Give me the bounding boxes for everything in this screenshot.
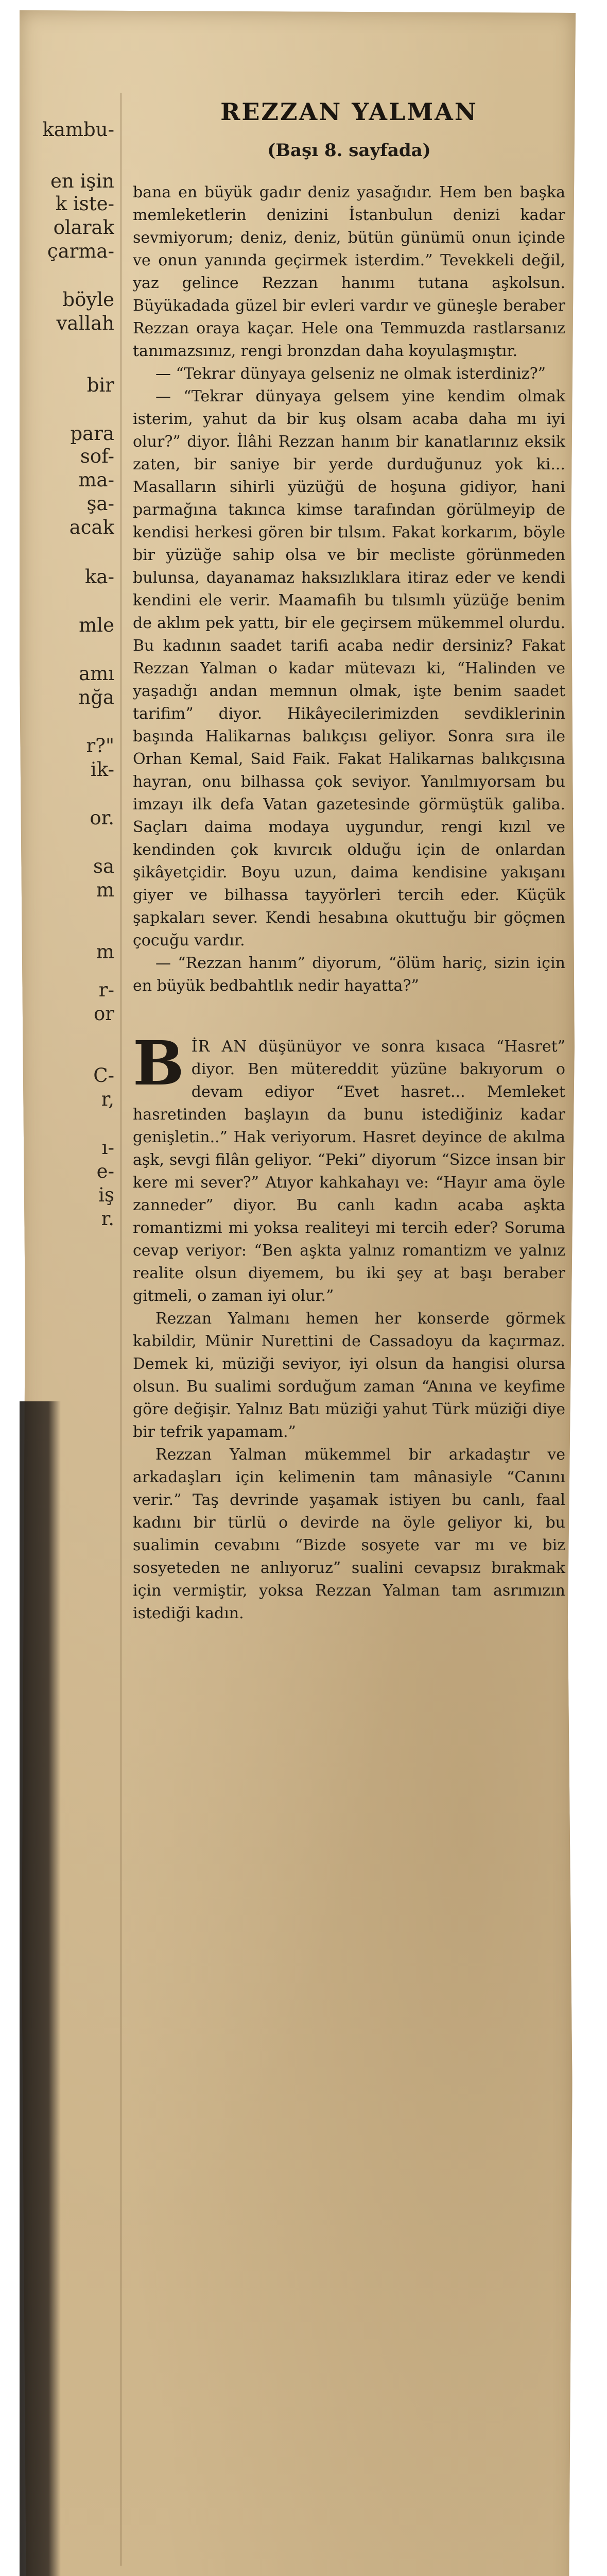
left-column-fragment: r?": [86, 735, 114, 757]
article-paragraph: — “Tekrar dünyaya gelseniz ne olmak isterdiniz?”: [155, 365, 546, 383]
left-column-fragment: r-: [98, 979, 114, 1001]
article: [133, 98, 565, 1625]
left-column-fragment: nğa: [78, 686, 114, 708]
left-column-fragment: kambu-: [42, 118, 114, 141]
article-section-paragraph: [133, 1027, 565, 1308]
article-paragraph: — “Rezzan hanım” diyorum, “ölüm hariç, sizin için en büyük bedbahtlık nedir hayatta?”: [133, 954, 565, 995]
left-column-fragment: iş: [98, 1184, 114, 1206]
left-column-fragment: para: [70, 422, 114, 445]
left-column-fragment: ma-: [78, 469, 114, 491]
section-text: düşünüyor ve sonra kısaca “Hasret” diyor. Ben mütereddit yüzüne bakıyorum o devam ediyor “Evet hasret... Memleket hasretinden başlayın da bunu istediğiniz kadar genişletin..” Hak veriyorum. Hasret deyince de akılma aşk, sevgi filân geliyor. “Peki” diyorum “Sizce insan bir kere mi sever?” Atıyor kahkahayı ve: “Hayır ama öyle zanneder” diyor. Bu canlı kadın acaba aşkta romantizmi mi yoksa realiteyi mi tercih eder? Soruma cevap veriyor: “Ben aşkta yalnız romantizm ve yalnız realite olsun diyemem, bu iki şey at başı beraber gitmeli, o zaman iyi olur.”: [133, 1038, 565, 1305]
article-paragraph: Rezzan Yalman mükemmel bir arkadaştır ve arkadaşları için kelimenin tam mânasiyle “Canını verir.” Taş devrinde yaşamak istiyen bu canlı, faal kadını bir türlü o devirde na öyle geliyor ki, bu sualimin cevabını “Bizde sosyete var mı ve biz sosyeteden ne anlıyoruz” sualini cevapsız bırakmak için vermiştir, yoksa Rezzan Yalman tam asrımızın istediği kadın.: [133, 1446, 565, 1622]
left-column-fragment: acak: [69, 516, 114, 538]
article-paragraph: Rezzan Yalmanı hemen her konserde görmek kabildir, Münir Nurettini de Cassadoyu da kaçırmaz. Demek ki, müziği seviyor, iyi olsun da hangisi olursa olsun. Bu sualimi sorduğum zaman “Anına ve keyfime göre değişir. Yalnız Batı müziği yahut Türk müziği diye bir tefrik yapamam.”: [133, 1310, 565, 1441]
left-column-fragment: en işin: [50, 170, 114, 192]
left-column-fragment: mle: [79, 614, 114, 636]
left-column-fragment: böyle: [62, 289, 114, 311]
article-subhead: (Başı 8. sayfada): [267, 140, 431, 161]
left-column-fragment: ik-: [90, 758, 114, 781]
left-column-fragment: e-: [96, 1160, 114, 1182]
drop-cap: B: [133, 1027, 184, 1099]
article-paragraph: — “Tekrar dünyaya gelsem yine kendim olmak isterim, yahut da bir kuş olsam acaba daha mı iyi olur?” diyor. İlâhi Rezzan hanım bir kanatlarınız eksik zaten, bir saniye bir yerde durduğunuz yok ki... Masalların sihirli yüzüğü de hoşuna gidiyor, hani parmağına takınca kimse tarafından görülmeyip de kendisi herkesi gören bir tılsım. Fakat korkarım, böyle bir yüzüğe sahip olsa ve bir mecliste görünmeden bulunsa, dayanamaz haksızlıklara itiraz eder ve kendi kendini ele verir. Maamafih bu tılsımlı yüzüğe benim de aklım pek yattı, bir ele geçirsem mükemmel olurdu. Bu kadının saadet tarifi acaba nedir dersiniz? Fakat Rezzan Yalman o kadar mütevazı ki, “Halinden ve yaşadığı andan memnun olmak, işte benim saadet tarifim” diyor. Hikâyecilerimizden sevdiklerinin başında Halikarnas balıkçısı geliyor. Sonra sıra ile Orhan Kemal, Said Faik. Fakat Halikarnas balıkçısına hayran, onu bilhassa çok seviyor. Yanılmıyorsam bu imzayı ilk defa Vatan gazetesinde görmüştük galiba. Saçları daima modaya uygundur, rengi kızıl ve kendinden çok kıvırcık olduğu için de onlardan şikâyetçidir. Boyu uzun, daima kendisine yakışanı giyer ve bilhassa tayyörleri tercih eder. Küçük şapkaları sever. Kendi hesabına okuttuğu bir göçmen çocuğu vardır.: [133, 387, 565, 950]
article-headline: REZZAN YALMAN: [220, 98, 478, 126]
left-column-fragment: or: [94, 1003, 114, 1025]
left-column-fragment: ı-: [101, 1137, 114, 1159]
left-column-fragment: m: [96, 941, 114, 963]
left-column-fragment: sof-: [80, 445, 114, 467]
left-column-fragment: or.: [90, 807, 114, 829]
background-shadow: [20, 1401, 61, 2576]
left-column-fragment: vallah: [56, 312, 114, 334]
article-paragraph: bana en büyük gadır deniz yasağıdır. Hem ben başka memleketlerin denizini İstanbulun denizi kadar sevmiyorum; deniz, deniz, bütün günümü onun içinde ve onun yanında geçirmek isterdim.” Tevekkeli değil, yaz gelince Rezzan hanımı tutana aşkolsun. Büyükadada güzel bir evleri vardır ve güneşle beraber Rezzan oraya kaçar. Hele ona Temmuzda rastlarsanız tanımazsınız, rengi bronzdan daha koyulaşmıştır.: [133, 183, 565, 360]
left-column-fragment: şa-: [86, 493, 114, 515]
left-column-fragment: bir: [86, 374, 114, 396]
left-column-fragment: r.: [101, 1208, 114, 1230]
left-column-fragment: amı: [79, 663, 114, 685]
left-column-fragment: sa: [93, 855, 114, 877]
left-column-fragment: m: [96, 879, 114, 901]
left-column-fragment: olarak: [53, 216, 114, 239]
left-neighbor-column: [27, 118, 114, 1561]
left-column-fragment: r,: [101, 1088, 114, 1110]
left-column-fragment: C-: [93, 1064, 114, 1087]
left-column-fragment: k iste-: [55, 193, 114, 215]
section-lead: İR AN: [191, 1038, 248, 1056]
left-column-fragment: ka-: [85, 566, 114, 588]
left-column-fragment: çarma-: [47, 240, 114, 262]
column-divider: [120, 93, 122, 2566]
